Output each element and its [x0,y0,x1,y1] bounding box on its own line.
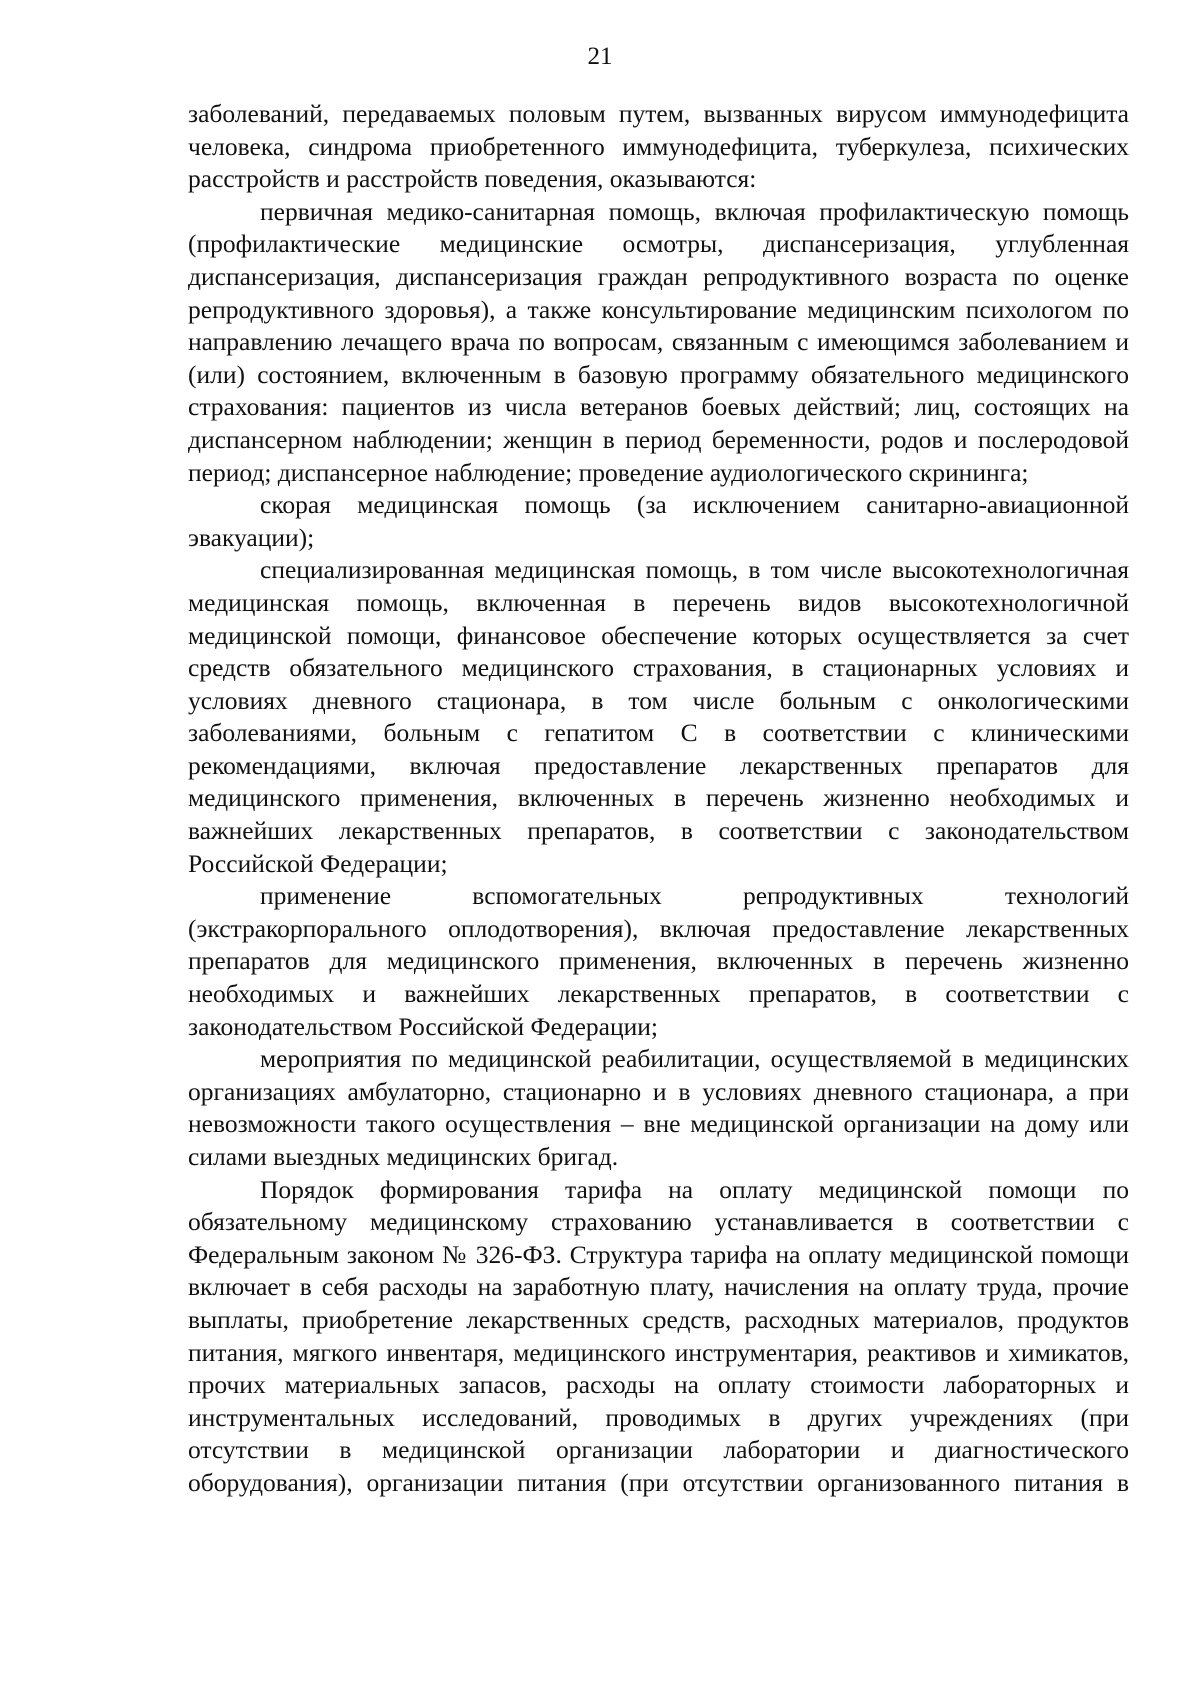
paragraph-emergency-care: скорая медицинская помощь (за исключением санитарно-авиационной эвакуации); [188,490,1129,552]
paragraph-specialized-care: специализированная медицинская помощь, в том числе высокотехнологичная медицинская помощь, включенная в перечень видов высокотехнологичной медицинской помощи, финансовое обеспечение которых осуществляется за счет средств обязательного медицинского страхования, в стационарных условиях и условиях дневного стационара, в том числе больным с онкологическими заболеваниями, больным с гепатитом С в соответствии с клиническими рекомендациями, включая предоставление лекарственных препаратов для медицинского применения, включенных в перечень жизненно необходимых и важнейших лекарственных препаратов, в соответствии с законодательством Российской Федерации; [188,555,1129,878]
paragraph-rehabilitation: мероприятия по медицинской реабилитации, осуществляемой в медицинских организациях амбулаторно, стационарно и в условиях дневного стационара, а при невозможности такого осуществления – вне медицинской организации на дому или силами выездных медицинских бригад. [188,1044,1129,1171]
document-body [188,98,1129,1500]
paragraph-primary-care: первичная медико-санитарная помощь, включая профилактическую помощь (профилактические медицинские осмотры, диспансеризация, углубленная диспансеризация, диспансеризация граждан репродуктивного возраста по оценке репродуктивного здоровья), а также консультирование медицинским психологом по направлению лечащего врача по вопросам, связанным с имеющимся заболеванием и (или) состоянием, включенным в базовую программу обязательного медицинского страхования: пациентов из числа ветеранов боевых действий; лиц, состоящих на диспансерном наблюдении; женщин в период беременности, родов и послеродовой период; диспансерное наблюдение; проведение аудиологического скрининга; [188,196,1129,487]
page-number: 21 [587,43,613,70]
paragraph-continuation: заболеваний, передаваемых половым путем, вызванных вирусом иммунодефицита человека, синдрома приобретенного иммунодефицита, туберкулеза, психических расстройств и расстройств поведения, оказываются: [188,99,1129,194]
paragraph-tariff-structure: Порядок формирования тарифа на оплату медицинской помощи по обязательному медицинскому страхованию устанавливается в соответствии с Федеральным законом № 326-ФЗ. Структура тарифа на оплату медицинской помощи включает в себя расходы на заработную плату, начисления на оплату труда, прочие выплаты, приобретение лекарственных средств, расходных материалов, продуктов питания, мягкого инвентаря, медицинского инструментария, реактивов и химикатов, прочих материальных запасов, расходы на оплату стоимости лабораторных и инструментальных исследований, проводимых в других учреждениях (при отсутствии в медицинской организации лаборатории и диагностического оборудования), организации питания (при отсутствии организованного питания в [188,1174,1129,1497]
paragraph-reproductive-technologies: применение вспомогательных репродуктивных технологий (экстракорпорального оплодотворения), включая предоставление лекарственных препаратов для медицинского применения, включенных в перечень жизненно необходимых и важнейших лекарственных препаратов, в соответствии с законодательством Российской Федерации; [188,881,1129,1041]
